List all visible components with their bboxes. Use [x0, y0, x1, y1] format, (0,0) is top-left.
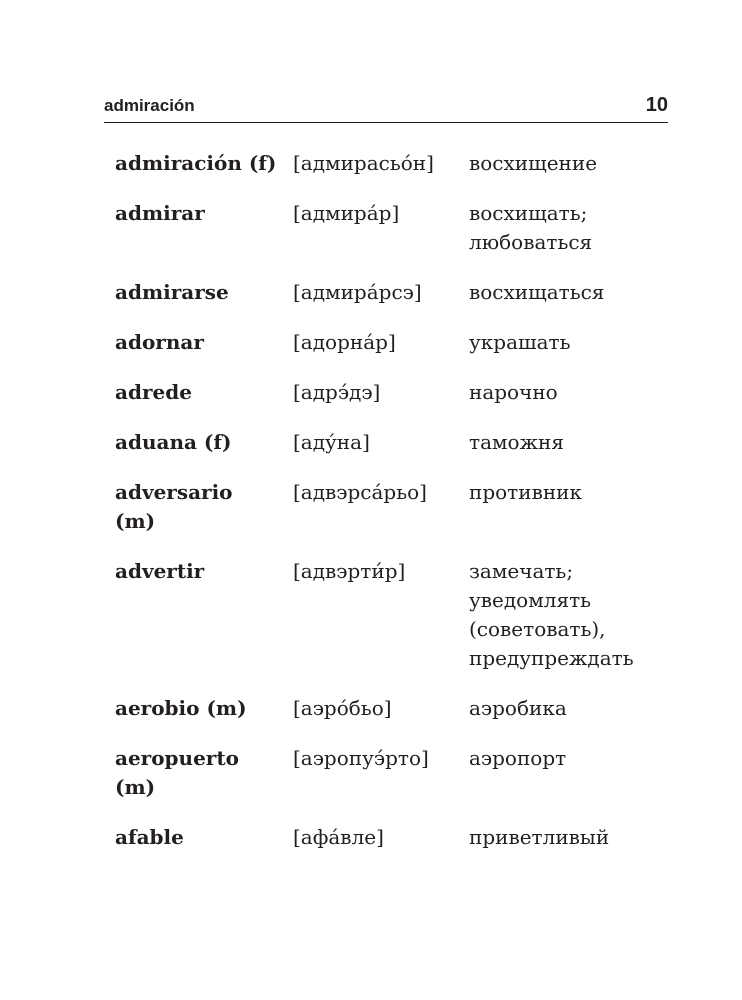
- entry-transcription: [адвэрти́р]: [293, 559, 406, 583]
- entry-row: [115, 478, 675, 536]
- entry-row: [115, 328, 675, 357]
- entry-translation: нарочно: [469, 380, 558, 404]
- entry-translation: аэробика: [469, 696, 567, 720]
- page-number: 10: [645, 94, 668, 116]
- page-header: [104, 94, 668, 123]
- entry-transcription: [адрэ́дэ]: [293, 380, 381, 404]
- entry-row: [115, 378, 675, 407]
- entry-row: [115, 278, 675, 307]
- entry-transcription: [аду́на]: [293, 430, 370, 454]
- entry-translation: восхищение: [469, 151, 598, 175]
- entry-row: [115, 557, 675, 673]
- entry-translation: приветливый: [469, 825, 610, 849]
- entry-translation: таможня: [469, 430, 564, 454]
- entry-word: aerobio (m): [115, 696, 247, 720]
- dictionary-entries: [115, 149, 675, 873]
- entry-word: admiración (f): [115, 151, 277, 175]
- entry-word: aeropuerto (m): [115, 746, 239, 799]
- entry-translation: восхищаться: [469, 280, 605, 304]
- entry-transcription: [адорна́р]: [293, 330, 396, 354]
- entry-transcription: [адмира́р]: [293, 201, 400, 225]
- entry-word: adversario (m): [115, 480, 233, 533]
- entry-translation: противник: [469, 480, 582, 504]
- entry-word: admirarse: [115, 280, 229, 304]
- entry-row: [115, 199, 675, 257]
- entry-word: adornar: [115, 330, 204, 354]
- entry-word: advertir: [115, 559, 205, 583]
- entry-row: [115, 149, 675, 178]
- entry-transcription: [адвэрса́рьо]: [293, 480, 427, 504]
- entry-word: afable: [115, 825, 184, 849]
- entry-translation: аэропорт: [469, 746, 567, 770]
- entry-word: adrede: [115, 380, 192, 404]
- entry-transcription: [аэро́бьо]: [293, 696, 392, 720]
- entry-row: [115, 694, 675, 723]
- entry-transcription: [аэропуэ́рто]: [293, 746, 429, 770]
- entry-transcription: [афа́вле]: [293, 825, 384, 849]
- entry-row: [115, 428, 675, 457]
- entry-row: [115, 823, 675, 852]
- entry-translation: восхищать; любоваться: [469, 201, 593, 254]
- entry-row: [115, 744, 675, 802]
- entry-word: admirar: [115, 201, 205, 225]
- entry-translation: замечать; уведомлять (советовать), предупреждать: [469, 559, 634, 670]
- entry-word: aduana (f): [115, 430, 232, 454]
- entry-transcription: [адмирасьо́н]: [293, 151, 434, 175]
- entry-transcription: [адмира́рсэ]: [293, 280, 422, 304]
- running-head: admiración: [104, 96, 195, 115]
- entry-translation: украшать: [469, 330, 571, 354]
